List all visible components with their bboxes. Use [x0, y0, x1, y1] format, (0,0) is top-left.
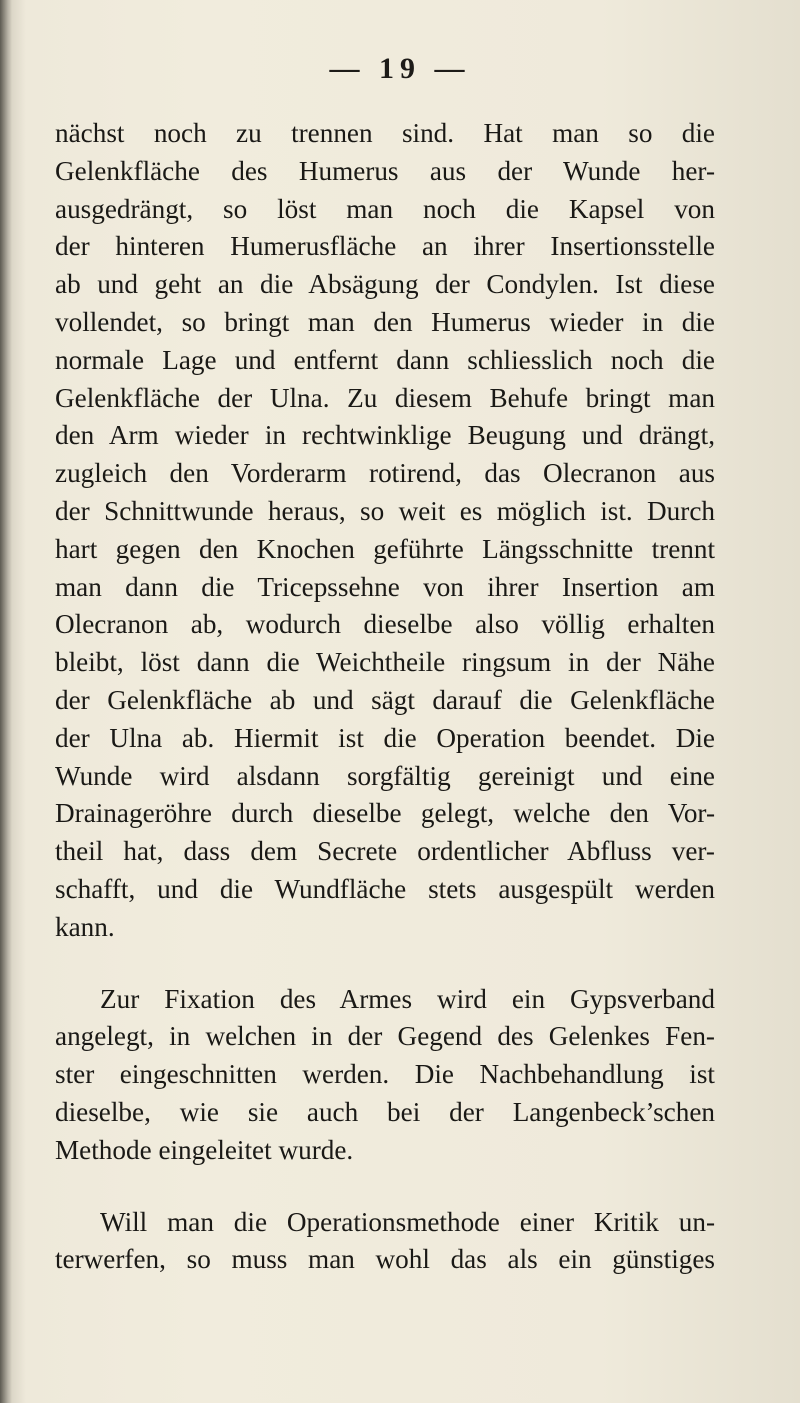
text-line: angelegt, in welchen in der Gegend des Gelenkes Fen-	[55, 1021, 715, 1052]
text-line: terwerfen, so muss man wohl das als ein günstiges	[55, 1244, 715, 1275]
text-line: Zur Fixation des Armes wird ein Gypsverband	[100, 983, 715, 1014]
text-line: kann.	[55, 911, 115, 942]
text-line: vollendet, so bringt man den Humerus wieder in die	[55, 306, 715, 337]
text-line: Gelenkfläche des Humerus aus der Wunde her-	[55, 155, 715, 186]
paragraph-1	[55, 115, 715, 947]
paragraph-spacer	[55, 1170, 715, 1204]
text-line: bleibt, löst dann die Weichtheile ringsum in der Nähe	[55, 647, 715, 678]
text-line: man dann die Tricepssehne von ihrer Insertion am	[55, 571, 715, 602]
text-line: der Ulna ab. Hiermit ist die Operation beendet. Die	[55, 722, 715, 753]
text-line: nächst noch zu trennen sind. Hat man so die	[55, 118, 715, 148]
text-line: ausgedrängt, so löst man noch die Kapsel von	[55, 193, 715, 224]
text-line: zugleich den Vorderarm rotirend, das Olecranon aus	[55, 458, 715, 489]
text-line: Drainageröhre durch dieselbe gelegt, welche den Vor-	[55, 798, 715, 829]
text-line: schafft, und die Wundfläche stets ausgespült werden	[55, 873, 715, 904]
text-line: der hinteren Humerusfläche an ihrer Insertionsstelle	[55, 231, 715, 262]
text-line: normale Lage und entfernt dann schliesslich noch die	[55, 344, 715, 375]
text-line: Methode eingeleitet wurde.	[55, 1134, 354, 1165]
text-line: Will man die Operationsmethode einer Kritik un-	[100, 1206, 715, 1237]
text-line: hart gegen den Knochen geführte Längsschnitte trennt	[55, 533, 715, 564]
text-line: ster eingeschnitten werden. Die Nachbehandlung ist	[55, 1059, 715, 1090]
text-line: dieselbe, wie sie auch bei der Langenbeck’schen	[55, 1096, 715, 1127]
text-line: Olecranon ab, wodurch dieselbe also völlig erhalten	[55, 609, 715, 640]
text-line: Gelenkfläche der Ulna. Zu diesem Behufe bringt man	[55, 382, 715, 413]
text-line: den Arm wieder in rechtwinklige Beugung und drängt,	[55, 420, 715, 451]
page-number: — 19 —	[329, 52, 471, 85]
paragraph-spacer	[55, 947, 715, 981]
text-line: ab und geht an die Absägung der Condylen. Ist diese	[55, 269, 715, 300]
text-line: Wunde wird alsdann sorgfältig gereinigt und eine	[55, 760, 715, 791]
page-binding-edge	[0, 0, 12, 1403]
paragraph-2	[55, 981, 715, 1170]
text-line: theil hat, dass dem Secrete ordentlicher Abfluss ver-	[55, 836, 715, 867]
paragraph-3	[55, 1204, 715, 1280]
body-text	[55, 115, 715, 1279]
text-line: der Schnittwunde heraus, so weit es möglich ist. Durch	[55, 495, 715, 526]
text-line: der Gelenkfläche ab und sägt darauf die Gelenkfläche	[55, 684, 715, 715]
